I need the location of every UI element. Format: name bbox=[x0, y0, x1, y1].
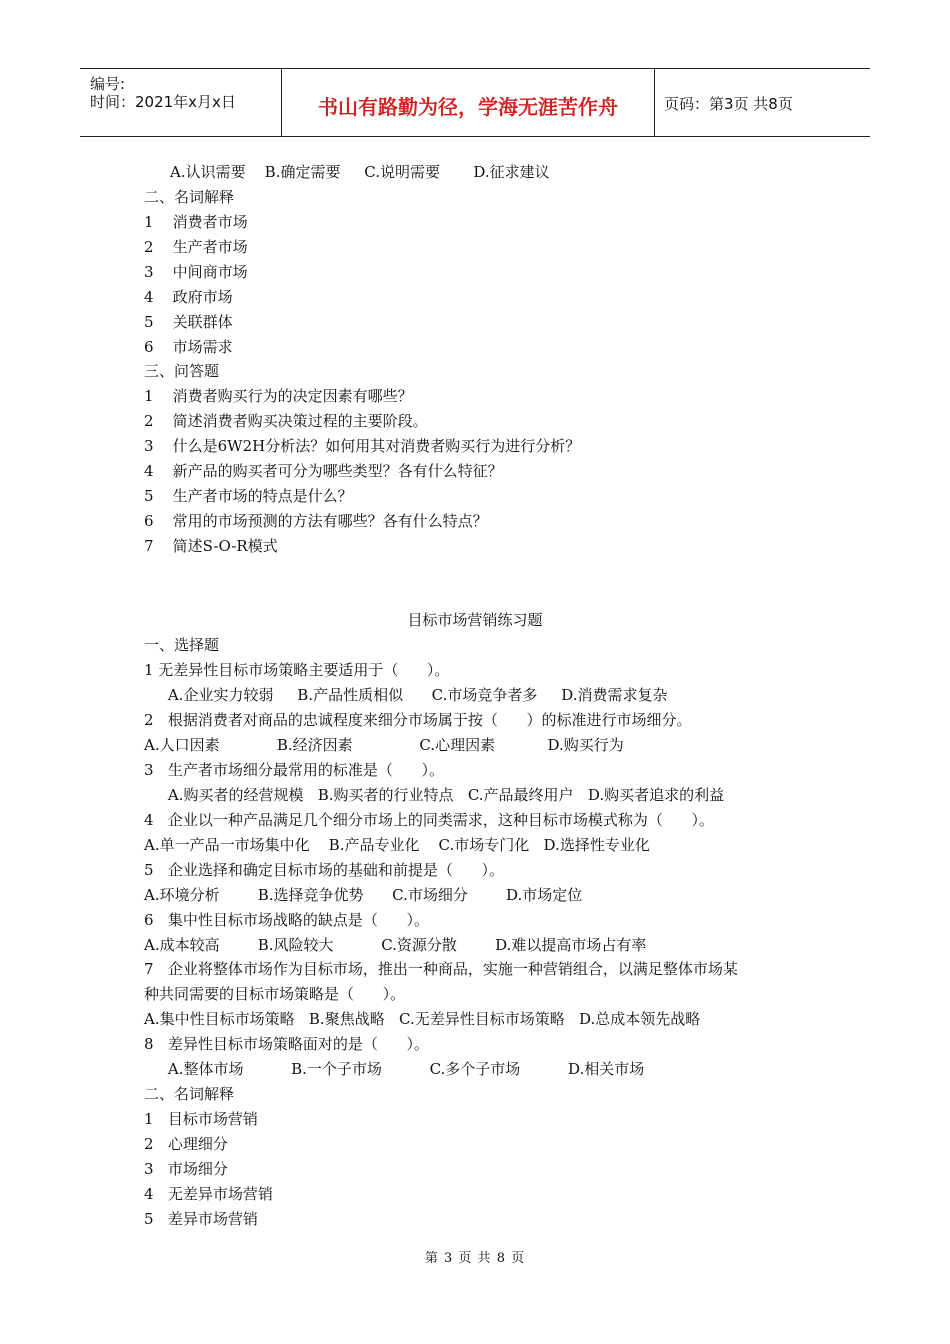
document-time-label: 时间：2021年x月x日 bbox=[90, 93, 236, 111]
term-item: 5 差异市场营销 bbox=[144, 1210, 258, 1228]
choice-line: A.单一产品一市场集中化 B.产品专业化 C.市场专门化 D.选择性专业化 bbox=[144, 836, 650, 854]
question-item: 3 什么是6W2H分析法？如何用其对消费者购买行为进行分析？ bbox=[144, 437, 581, 455]
choice-line: 2 根据消费者对商品的忠诚程度来细分市场属于按（ ）的标准进行市场细分。 bbox=[144, 711, 692, 729]
term-item: 4 政府市场 bbox=[144, 288, 233, 306]
question-item: 4 新产品的购买者可分为哪些类型？各有什么特征？ bbox=[144, 462, 503, 480]
choice-line: A.成本较高 B.风险较大 C.资源分散 D.难以提高市场占有率 bbox=[144, 936, 647, 954]
terms-heading: 二、名词解释 bbox=[144, 188, 235, 206]
term-item: 2 心理细分 bbox=[144, 1135, 228, 1153]
question-item: 7 简述S-O-R模式 bbox=[144, 537, 278, 555]
page-footer: 第 3 页 共 8 页 bbox=[424, 1251, 526, 1266]
choice-line: A.环境分析 B.选择竞争优势 C.市场细分 D.市场定位 bbox=[144, 886, 583, 904]
choice-line: 4 企业以一种产品满足几个细分市场上的同类需求，这种目标市场模式称为（ ）。 bbox=[144, 811, 714, 829]
section-title: 目标市场营销练习题 bbox=[407, 611, 543, 629]
choice-line: A.人口因素 B.经济因素 C.心理因素 D.购买行为 bbox=[144, 736, 624, 754]
choice-line: 3 生产者市场细分最常用的标准是（ ）。 bbox=[144, 761, 444, 779]
term-item: 3 中间商市场 bbox=[144, 263, 248, 281]
choice-line: 7 企业将整体市场作为目标市场，推出一种商品，实施一种营销组合，以满足整体市场某 bbox=[144, 960, 738, 978]
term-item: 3 市场细分 bbox=[144, 1160, 228, 1178]
choice-line: A.整体市场 B.一个子市场 C.多个子市场 D.相关市场 bbox=[144, 1060, 645, 1078]
term-item: 2 生产者市场 bbox=[144, 238, 248, 256]
term-item: 5 关联群体 bbox=[144, 313, 233, 331]
qa-heading: 三、问答题 bbox=[144, 362, 220, 380]
term-item: 4 无差异市场营销 bbox=[144, 1185, 273, 1203]
header-page-label: 页码：第3页 共8页 bbox=[664, 95, 793, 113]
options-line: A.认识需要 B.确定需要 C.说明需要 D.征求建议 bbox=[170, 163, 550, 181]
term-item: 1 消费者市场 bbox=[144, 213, 248, 231]
choice-line: A.集中性目标市场策略 B.聚焦战略 C.无差异性目标市场策略 D.总成本领先战略 bbox=[144, 1010, 701, 1028]
choice-line: 种共同需要的目标市场策略是（ ）。 bbox=[144, 985, 406, 1003]
choice-line: A.购买者的经营规模 B.购买者的行业特点 C.产品最终用户 D.购买者追求的利益 bbox=[144, 786, 725, 804]
header-motto: 书山有路勤为径，学海无涯苦作舟 bbox=[318, 95, 618, 119]
term-item: 6 市场需求 bbox=[144, 338, 233, 356]
choice-line: 5 企业选择和确定目标市场的基础和前提是（ ）。 bbox=[144, 861, 504, 879]
term-item: 1 目标市场营销 bbox=[144, 1110, 258, 1128]
choice-line: 6 集中性目标市场战略的缺点是（ ）。 bbox=[144, 911, 429, 929]
choice-line: 1 无差异性目标市场策略主要适用于（ ）。 bbox=[144, 661, 450, 679]
choice-line: 8 差异性目标市场策略面对的是（ ）。 bbox=[144, 1035, 429, 1053]
choice-heading: 一、选择题 bbox=[144, 636, 220, 654]
document-number-label: 编号: bbox=[90, 75, 126, 93]
question-item: 1 消费者购买行为的决定因素有哪些？ bbox=[144, 387, 413, 405]
page-header bbox=[80, 68, 870, 137]
question-item: 6 常用的市场预测的方法有哪些？各有什么特点？ bbox=[144, 512, 488, 530]
terms-heading-2: 二、名词解释 bbox=[144, 1085, 235, 1103]
question-item: 5 生产者市场的特点是什么？ bbox=[144, 487, 353, 505]
choice-line: A.企业实力较弱 B.产品性质相似 C.市场竞争者多 D.消费需求复杂 bbox=[144, 686, 668, 704]
header-page-cell bbox=[654, 69, 870, 136]
header-info bbox=[80, 69, 280, 136]
header-motto-cell bbox=[281, 69, 655, 136]
question-item: 2 简述消费者购买决策过程的主要阶段。 bbox=[144, 412, 428, 430]
